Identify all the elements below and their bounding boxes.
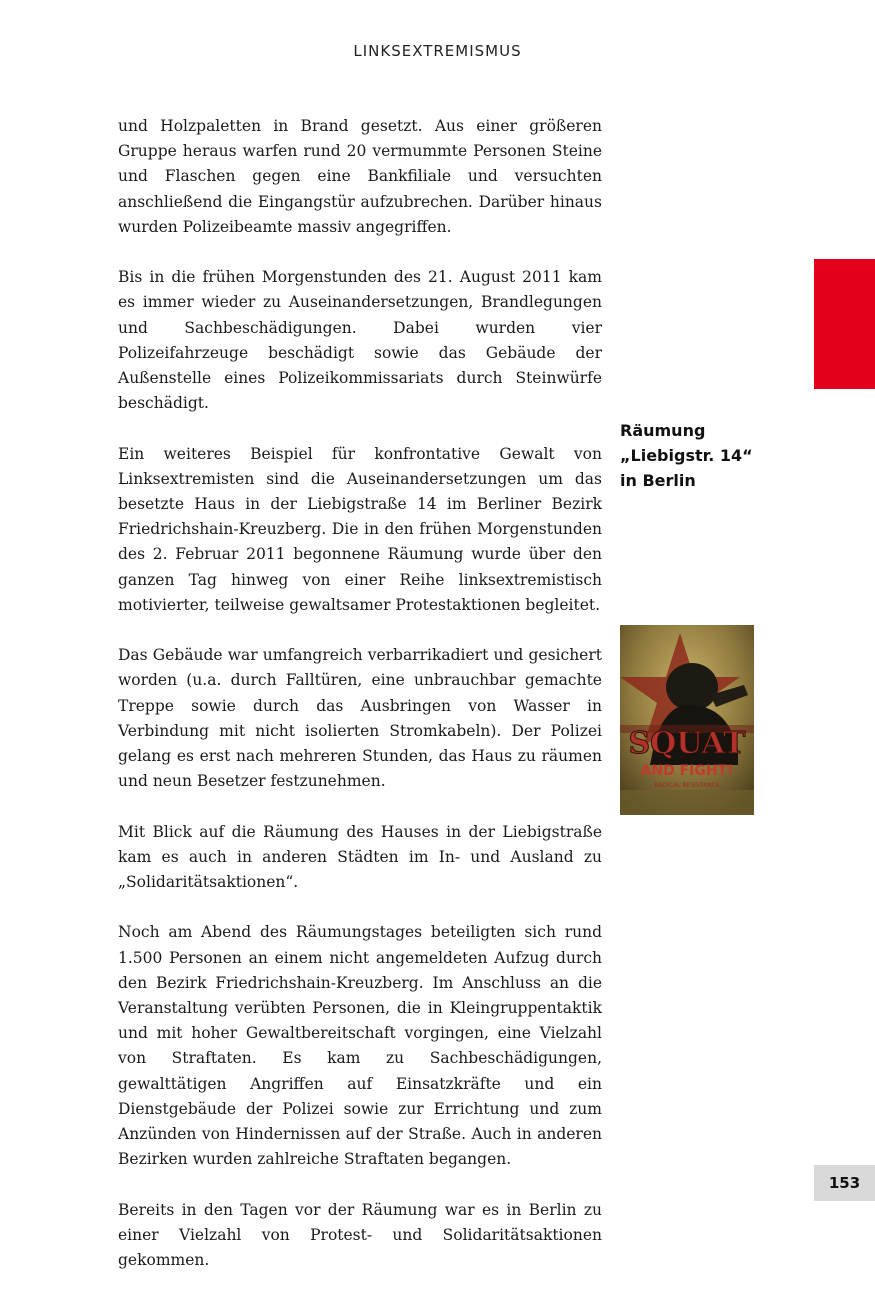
poster-subtitle: AND FIGHT!	[640, 763, 734, 779]
paragraph: Noch am Abend des Räumungstages beteiligten sich rund 1.500 Personen an einem nicht angemeldeten Aufzug durch den Bezirk Friedrichshain-Kreuzberg. Im Anschluss an die Veranstaltung verübten Personen, die in Kleingruppentaktik und mit hoher Gewaltbereitschaft vorgingen, eine Vielzahl von Straftaten. Es kam zu Sachbeschädigungen, gewalttätigen Angriffen auf Einsatzkräfte und ein Dienstgebäude der Polizei sowie zur Errichtung und zum Anzünden von Hindernissen auf der Straße. Auch in anderen Bezirken wurden zahlreiche Straftaten begangen.	[118, 923, 602, 1169]
paragraph: Mit Blick auf die Räumung des Hauses in der Liebigstraße kam es auch in anderen Städten im In- und Ausland zu „Solidaritätsaktionen“.	[118, 822, 602, 892]
chapter-color-tab	[814, 259, 875, 389]
margin-heading-line: Räumung	[620, 421, 706, 440]
page-number: 153	[814, 1165, 875, 1201]
margin-heading-line: in Berlin	[620, 471, 696, 490]
margin-heading	[620, 418, 820, 493]
squat-poster-image	[620, 625, 754, 815]
paragraph: und Holzpaletten in Brand gesetzt. Aus einer größeren Gruppe heraus warfen rund 20 vermummte Personen Steine und Flaschen gegen eine Bankfiliale und versuchten anschließend die Eingangstür aufzubrechen. Darüber hinaus wurden Polizeibeamte massiv angegriffen.	[118, 117, 602, 236]
paragraph: Ein weiteres Beispiel für konfrontative Gewalt von Linksextremisten sind die Auseinandersetzungen um das besetzte Haus in der Liebigstraße 14 im Berliner Bezirk Friedrichshain-Kreuzberg. Die in den frühen Morgenstunden des 2. Februar 2011 begonnene Räumung wurde über den ganzen Tag hinweg von einer Reihe linksextremistisch motivierter, teilweise gewaltsamer Protestaktionen begleitet.	[118, 444, 602, 614]
margin-heading-line: „Liebigstr. 14“	[620, 446, 753, 465]
paragraph: Das Gebäude war umfangreich verbarrikadiert und gesichert worden (u.a. durch Falltüren, eine unbrauchbar gemachte Treppe sowie durch das Ausbringen von Wasser in Verbindung mit nicht isolierten Stromkabeln). Der Polizei gelang es erst nach mehreren Stunden, das Haus zu räumen und neun Besetzer festzunehmen.	[118, 646, 602, 791]
paragraph: Bereits in den Tagen vor der Räumung war es in Berlin zu einer Vielzahl von Protest- und Solidaritätsaktionen gekommen.	[118, 1200, 602, 1270]
poster-small-text: RADICAL RESISTANCE	[654, 782, 720, 789]
running-head: LINKSEXTREMISMUS	[353, 42, 522, 60]
poster-illustration	[620, 625, 754, 815]
paragraph: Bis in die frühen Morgenstunden des 21. August 2011 kam es immer wieder zu Auseinandersetzungen, Brandlegungen und Sachbeschädigungen. Dabei wurden vier Polizeifahrzeuge beschädigt sowie das Gebäude der Außenstelle eines Polizeikommissariats durch Steinwürfe beschädigt.	[118, 268, 602, 413]
figure-head	[666, 663, 718, 711]
poster-title: SQUAT	[628, 726, 746, 761]
main-text-column	[118, 114, 602, 1298]
